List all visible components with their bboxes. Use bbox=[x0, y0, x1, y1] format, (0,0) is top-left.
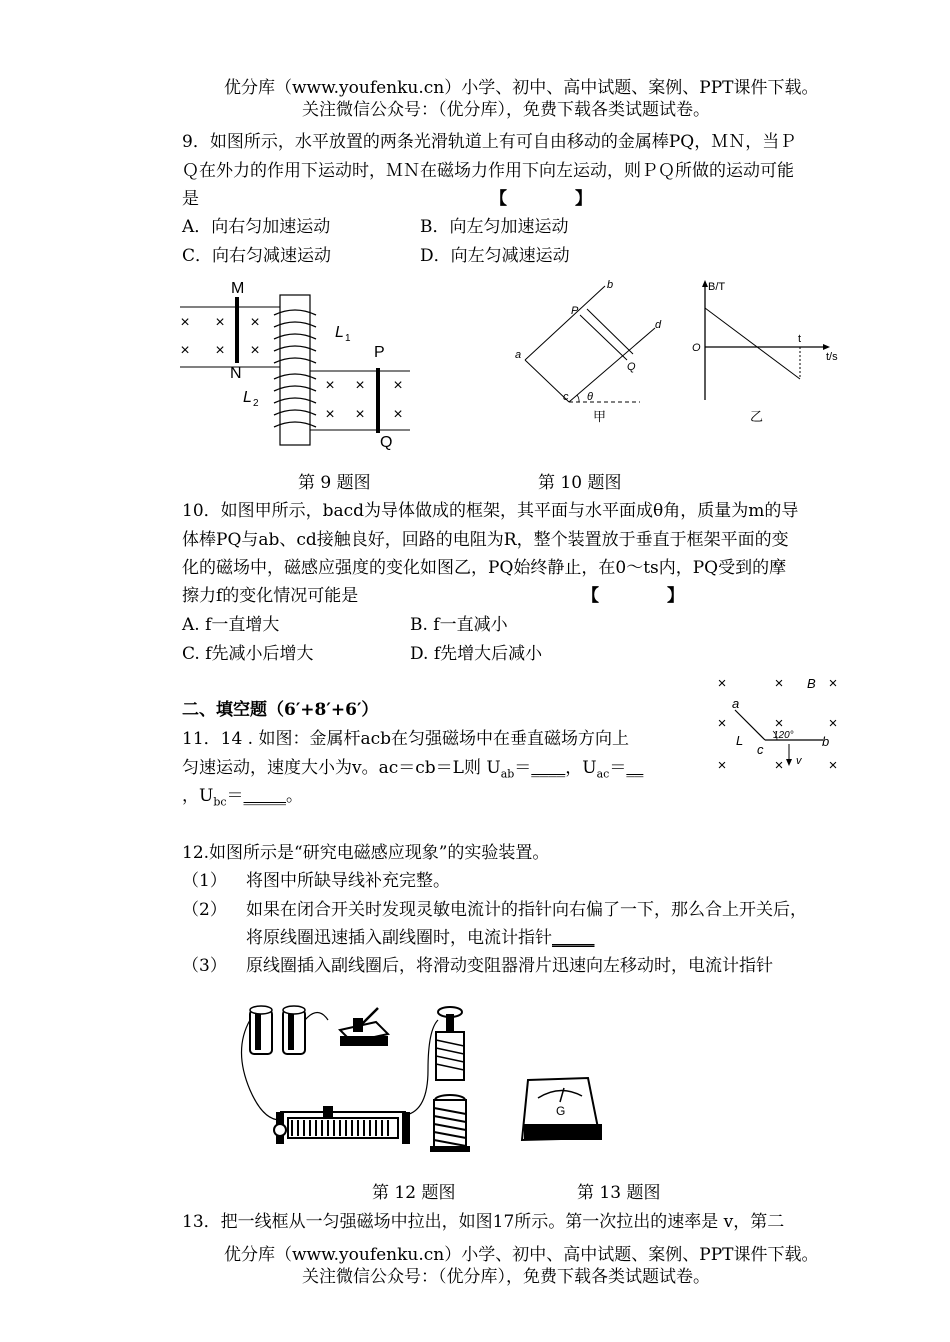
figure-9-diagram bbox=[170, 275, 420, 455]
q11-line-2 bbox=[182, 757, 643, 785]
fig10-label-theta: θ bbox=[587, 391, 593, 403]
q12-item-2-text-a: 如果在闭合开关时发现灵敏电流计的指针向右偏了一下，那么合上开关后， bbox=[246, 900, 807, 920]
q11-blank-uac[interactable]: __ bbox=[626, 758, 644, 778]
q10-answer-bracket: 【 】 bbox=[582, 586, 684, 606]
q13-line-1: 13．把一线框从一匀强磁场中拉出，如图17所示。第一次拉出的速率是 v，第二 bbox=[182, 1212, 785, 1232]
q11-equals-ac: ＝ bbox=[609, 758, 627, 778]
footer-line-1: 优分库（www.youfenku.cn）小学、初中、高中试题、案例、PPT课件下载。 bbox=[224, 1245, 819, 1265]
fig10-axis-y-label: B/T bbox=[708, 281, 726, 293]
q11-equals-ab: ＝ bbox=[514, 758, 532, 778]
fig11-field-mark: × bbox=[828, 675, 838, 692]
q11-line-2-text: 匀速运动，速度大小为v。ac＝cb＝L则 U bbox=[182, 758, 501, 778]
figure-13-caption: 第 13 题图 bbox=[577, 1183, 661, 1203]
figure-10-frame-diagram bbox=[505, 278, 675, 428]
q11-line-3 bbox=[182, 785, 303, 813]
q11-subscript-ab: ab bbox=[500, 767, 515, 781]
q11-comma: ，U bbox=[565, 758, 597, 778]
fig9-label-m: M bbox=[231, 280, 245, 297]
q12-item-2-text-b bbox=[246, 927, 595, 949]
fig11-field-mark: × bbox=[828, 715, 838, 732]
fig11-label-b-end: b bbox=[822, 734, 830, 749]
fig9-label-l1-sub: 1 bbox=[345, 333, 351, 344]
fig10-label-a: a bbox=[515, 349, 522, 361]
fig10-label-c: c bbox=[563, 391, 569, 403]
q11-blank-uab[interactable]: ____ bbox=[531, 758, 566, 778]
q11-period: 。 bbox=[286, 786, 304, 806]
header-line-2: 关注微信公众号：（优分库），免费下载各类试题试卷。 bbox=[302, 100, 710, 120]
fig11-label-b-field: B bbox=[807, 676, 816, 691]
fig9-label-q: Q bbox=[380, 434, 393, 451]
q12-blank-2[interactable]: _____ bbox=[552, 928, 595, 948]
q11-subscript-bc: bc bbox=[213, 795, 227, 809]
fig11-field-mark: × bbox=[717, 715, 727, 732]
q12-item-3-number: （3） bbox=[182, 956, 227, 976]
switch-icon bbox=[340, 1008, 388, 1046]
fig9-field-mark: × bbox=[355, 377, 365, 394]
galvanometer-icon bbox=[522, 1078, 602, 1140]
fig10-origin-label: O bbox=[692, 342, 701, 354]
rheostat-icon bbox=[274, 1106, 410, 1144]
galvanometer-label: G bbox=[556, 1104, 566, 1118]
figure-10-bt-graph bbox=[688, 278, 848, 428]
q11-line-3-text: ，U bbox=[182, 786, 214, 806]
fig10-caption-jia: 甲 bbox=[593, 409, 607, 424]
fig9-field-mark: × bbox=[215, 342, 225, 359]
fig11-label-angle: 120° bbox=[773, 730, 794, 741]
fig9-field-mark: × bbox=[180, 314, 190, 331]
q9-answer-bracket: 【 】 bbox=[490, 189, 592, 209]
fig11-field-mark: × bbox=[774, 675, 784, 692]
fig11-field-mark: × bbox=[774, 715, 784, 732]
figure-10-caption: 第 10 题图 bbox=[538, 473, 622, 493]
q11-equals-bc: ＝ bbox=[226, 786, 244, 806]
q9-option-a: A．向右匀加速运动 bbox=[182, 217, 331, 237]
q12-item-3-text: 原线圈插入副线圈后，将滑动变阻器滑片迅速向左移动时，电流计指针 bbox=[246, 956, 773, 976]
fig9-field-mark: × bbox=[250, 314, 260, 331]
q10-line-1: 10．如图甲所示，bacd为导体做成的框架，其平面与水平面成θ角，质量为m的导 bbox=[182, 501, 799, 521]
fig11-field-mark: × bbox=[717, 757, 727, 774]
q10-option-c: C. f先减小后增大 bbox=[182, 644, 314, 664]
q11-line-1: 11．14 . 如图：金属杆acb在匀强磁场中在垂直磁场方向上 bbox=[182, 729, 630, 749]
q10-line-4: 擦力f的变化情况可能是 bbox=[182, 586, 359, 606]
fig10-tick-t: t bbox=[798, 333, 802, 345]
fig9-label-l2: L bbox=[243, 389, 252, 406]
q10-option-a: A. f一直增大 bbox=[182, 615, 280, 635]
fig9-field-mark: × bbox=[355, 406, 365, 423]
q12-item-1-number: （1） bbox=[182, 871, 227, 891]
header-line-1: 优分库（www.youfenku.cn）小学、初中、高中试题、案例、PPT课件下载。 bbox=[224, 78, 819, 98]
q12-item-2-number: （2） bbox=[182, 900, 227, 920]
fig11-label-a: a bbox=[732, 696, 740, 711]
q11-subscript-ac: ac bbox=[596, 767, 610, 781]
q10-option-b: B. f一直减小 bbox=[410, 615, 508, 635]
fig11-label-l: L bbox=[736, 733, 744, 748]
q12-item-1-text: 将图中所缺导线补充完整。 bbox=[246, 871, 450, 891]
fig9-field-mark: × bbox=[250, 342, 260, 359]
fig9-label-l1: L bbox=[335, 324, 344, 341]
fig11-field-mark: × bbox=[717, 675, 727, 692]
fig10-label-p: P bbox=[571, 305, 579, 317]
fig11-label-v: v bbox=[796, 755, 802, 767]
fig9-label-l2-sub: 2 bbox=[253, 398, 259, 409]
q10-option-d: D. f先增大后减小 bbox=[410, 644, 543, 664]
fig11-field-mark: × bbox=[774, 757, 784, 774]
q9-option-d: D．向左匀减速运动 bbox=[420, 246, 570, 266]
fig10-label-q: Q bbox=[627, 361, 636, 373]
coil-icon bbox=[430, 1007, 470, 1152]
figure-9-caption: 第 9 题图 bbox=[298, 473, 371, 493]
fig9-label-p: P bbox=[374, 344, 385, 361]
q10-line-3: 化的磁场中，磁感应强度的变化如图乙，PQ始终静止，在0～ts内，PQ受到的摩 bbox=[182, 558, 787, 578]
figure-12-apparatus bbox=[228, 990, 608, 1160]
fig9-field-mark: × bbox=[215, 314, 225, 331]
fig10-caption-yi: 乙 bbox=[750, 409, 764, 424]
fig10-axis-x-label: t/s bbox=[826, 351, 838, 363]
fig10-label-d: d bbox=[655, 319, 662, 331]
figure-12-caption: 第 12 题图 bbox=[372, 1183, 456, 1203]
section-2-title: 二、填空题（6′+8′+6′） bbox=[182, 700, 379, 720]
q10-line-2: 体棒PQ与ab、cd接触良好，回路的电阻为R，整个装置放于垂直于框架平面的变 bbox=[182, 530, 789, 550]
q9-line-2: Ｑ在外力的作用下运动时，ＭＮ在磁场力作用下向左运动，则ＰＱ所做的运动可能 bbox=[182, 161, 794, 181]
fig9-field-mark: × bbox=[393, 406, 403, 423]
q9-option-c: C．向右匀减速运动 bbox=[182, 246, 332, 266]
q11-blank-ubc[interactable]: _____ bbox=[243, 786, 287, 806]
q9-option-b: B．向左匀加速运动 bbox=[420, 217, 569, 237]
fig9-field-mark: × bbox=[393, 377, 403, 394]
battery-icon bbox=[250, 1006, 305, 1054]
fig9-label-n: N bbox=[230, 365, 242, 382]
fig9-field-mark: × bbox=[325, 406, 335, 423]
fig10-label-b: b bbox=[607, 279, 614, 291]
q12-item-2-text-b-content: 将原线圈迅速插入副线圈时，电流计指针 bbox=[246, 928, 552, 948]
q12-line-1: 12.如图所示是“研究电磁感应现象”的实验装置。 bbox=[182, 843, 550, 863]
q9-line-3: 是 bbox=[182, 189, 199, 209]
fig11-field-mark: × bbox=[828, 757, 838, 774]
fig9-field-mark: × bbox=[325, 377, 335, 394]
q9-line-1: 9．如图所示，水平放置的两条光滑轨道上有可自由移动的金属棒PQ，ＭＮ，当Ｐ bbox=[182, 132, 797, 152]
figure-11-diagram bbox=[705, 668, 855, 778]
fig9-field-mark: × bbox=[180, 342, 190, 359]
fig11-label-c: c bbox=[757, 742, 764, 757]
footer-line-2: 关注微信公众号：（优分库），免费下载各类试题试卷。 bbox=[302, 1267, 710, 1287]
